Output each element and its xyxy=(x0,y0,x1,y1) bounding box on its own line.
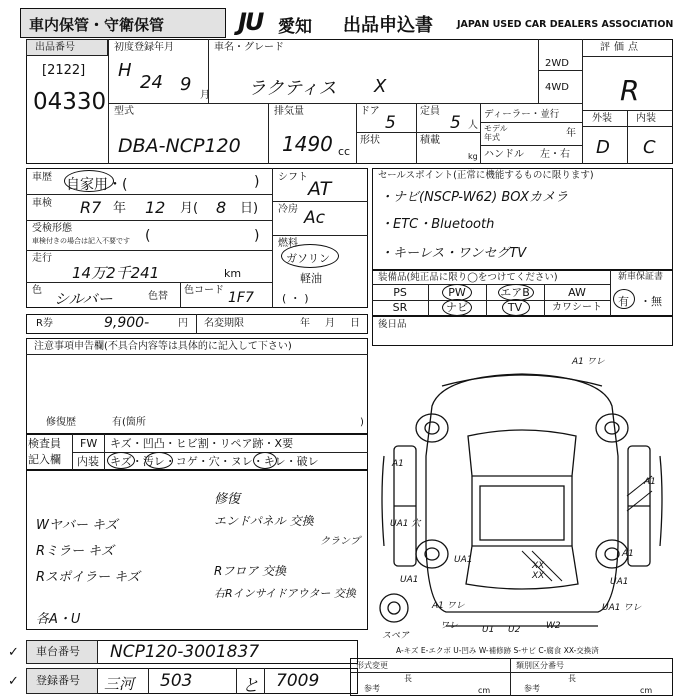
equip-seat: カワシート xyxy=(552,302,602,313)
mark-right-a1: A1 xyxy=(644,477,656,487)
remark-left-3: Rスポイラー キズ xyxy=(36,570,140,585)
sales-line-2: ・ETC・Bluetooth xyxy=(380,217,495,232)
remark-right-4: Rフロア 交換 xyxy=(214,564,287,578)
recycle-row xyxy=(26,314,368,334)
inner-wet-circle xyxy=(253,452,277,469)
displacement: 1490 xyxy=(282,132,333,156)
ac-value: Ac xyxy=(304,208,325,228)
equip-tv: TV xyxy=(507,301,523,314)
sales-line-3: ・キーレス・ワンセグTV xyxy=(380,246,527,261)
fuel-gasoline-circle xyxy=(281,244,339,268)
reg-era: H xyxy=(118,60,132,81)
plate-number: 7009 xyxy=(276,671,320,691)
check-mark-2: ✓ xyxy=(8,674,19,689)
remark-right-2: エンドパネル 交換 xyxy=(214,514,314,528)
warranty-circle xyxy=(613,289,635,309)
model-name: ラクティス xyxy=(248,78,337,99)
eval-exterior: D xyxy=(596,137,610,158)
equip-sr: SR xyxy=(392,301,408,314)
reg-year: 24 xyxy=(140,72,163,93)
ju-logo: JU xyxy=(238,8,263,36)
model-type: DBA-NCP120 xyxy=(118,135,241,157)
doors: 5 xyxy=(385,113,396,133)
fuel-gasoline: ガソリン xyxy=(286,252,330,265)
org-name: 愛知 xyxy=(278,17,312,37)
mark-xx-2: XX xyxy=(532,571,545,581)
eval-score: R xyxy=(620,74,640,107)
mark-spare: スペア xyxy=(382,631,410,641)
mark-rear-a1: A1 ワレ xyxy=(432,601,465,611)
plate-class: 503 xyxy=(160,671,193,691)
drive-2wd: 2WD xyxy=(545,58,569,69)
mark-right-ua1: UA1 xyxy=(610,577,629,587)
mark-rear-w2: W2 xyxy=(546,621,561,631)
mark-left-a1: A1 xyxy=(392,459,404,469)
equip-navi-circle xyxy=(442,299,472,316)
remark-right-1: 修復 xyxy=(214,492,241,507)
equip-tv-circle xyxy=(502,299,530,316)
lot-sub-number: [2122] xyxy=(42,63,86,78)
fuel-diesel: 軽油 xyxy=(300,272,322,285)
warranty-no: ・無 xyxy=(640,295,662,308)
inspection-day: 8 xyxy=(216,198,227,217)
inspection-era: R7 xyxy=(80,198,102,217)
mark-rear-u2: U2 xyxy=(508,625,521,635)
check-mark-1: ✓ xyxy=(8,645,19,660)
storage-badge: 車内保管・守衛保管 xyxy=(20,8,226,38)
remark-right-5: 右Rインサイドアウター 交換 xyxy=(214,587,356,600)
remark-left-1: Wヤバー キズ xyxy=(36,518,118,533)
history-value: 自家用・( xyxy=(66,177,128,193)
inner-stain-circle xyxy=(145,452,173,469)
document-title: 出品申込書 xyxy=(343,15,433,36)
mark-xx-1: XX xyxy=(532,561,545,571)
shift-value: AT xyxy=(308,178,332,200)
color-value: シルバー xyxy=(54,290,113,308)
recycle-value: 9,900- xyxy=(104,315,150,331)
equip-airbag: エアB xyxy=(500,286,530,299)
capacity: 5 xyxy=(450,113,461,133)
model-grade: X xyxy=(374,76,387,97)
vehicle-damage-diagram xyxy=(372,346,673,646)
mark-rear-ware: ワレ xyxy=(440,621,459,631)
equip-navi: ナビ xyxy=(446,301,468,314)
remark-left-2: Rミラー キズ xyxy=(36,544,114,559)
mark-rear-ua1-2: UA1 xyxy=(454,555,473,565)
equip-ps: PS xyxy=(393,286,407,299)
mark-front-a1: A1 ワレ xyxy=(572,357,605,367)
mileage-value: 14万2千241 xyxy=(72,264,160,282)
mark-right-a1-2: A1 xyxy=(622,549,634,559)
history-circle xyxy=(64,170,114,192)
mark-rear-u1: U1 xyxy=(482,625,495,635)
mark-rear-ua1-3: UA1 ワレ xyxy=(602,603,642,613)
mark-left-ua1: UA1 穴 xyxy=(390,519,421,529)
plate-kana: と xyxy=(242,676,259,696)
sales-line-1: ・ナビ(NSCP-W62) BOXカメラ xyxy=(380,190,569,205)
eval-interior: C xyxy=(643,137,656,158)
inner-scratch-circle xyxy=(107,452,135,469)
remark-left-4: 各A・U xyxy=(36,612,81,627)
reg-month: 9 xyxy=(180,74,192,95)
color-code: 1F7 xyxy=(228,290,254,306)
warranty-yes: 有 xyxy=(618,295,629,308)
later-items xyxy=(372,316,673,346)
size-table xyxy=(350,658,673,696)
drive-4wd: 4WD xyxy=(545,82,569,93)
chassis-number: NCP120-3001837 xyxy=(110,642,260,662)
mark-rear-ua1: UA1 xyxy=(400,575,419,585)
plate-region: 三河 xyxy=(104,675,135,693)
org-name-english: JAPAN USED CAR DEALERS ASSOCIATION xyxy=(457,19,674,30)
damage-legend: A-キズ E-エクボ U-凹み W-補修跡 S-サビ C-腐食 XX-交換済 xyxy=(396,646,599,655)
inspection-month: 12 xyxy=(145,198,166,217)
lot-number: 04330 xyxy=(33,89,107,115)
equip-aw: AW xyxy=(568,286,586,299)
remark-right-3: クランプ xyxy=(320,536,360,547)
equip-pw: PW xyxy=(448,286,466,299)
